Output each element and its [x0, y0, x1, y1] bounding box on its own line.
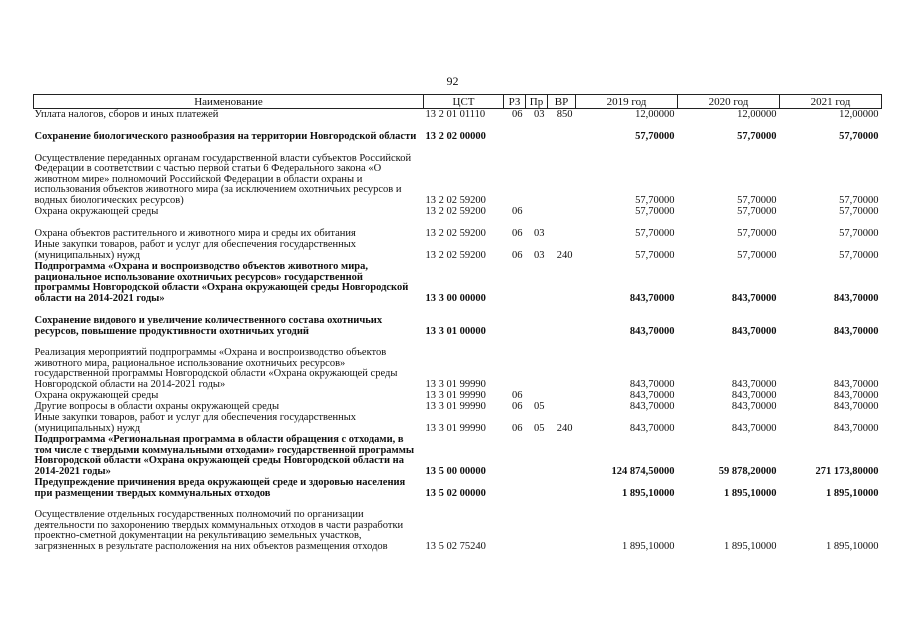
cell-vr: 850 [556, 108, 573, 120]
cell-y2021: 57,70000 [839, 227, 879, 239]
header-2020: 2020 год [678, 95, 780, 109]
cell-y2021: 843,70000 [833, 325, 879, 337]
table-row [34, 412, 882, 434]
cell-name: Осуществление переданных органам государственной власти субъектов Российской Федерации в соответствии с частью первой статьи 6 Федерального закона «О животном мире» полномочий Российской Федерации в области охраны и использования объектов животного мира (за исключением охотничьих ресурсов и водных биологических ресурсов) [34, 152, 412, 206]
cell-pr [526, 120, 548, 142]
header-2019: 2019 год [576, 95, 678, 109]
cell-y2021: 271 173,80000 [815, 465, 879, 477]
table-row [34, 109, 882, 121]
cell-y2021: 57,70000 [839, 130, 879, 142]
cell-y2020: 843,70000 [731, 378, 777, 390]
cell-y2019: 57,70000 [635, 130, 675, 142]
cell-rz: 06 [512, 206, 523, 217]
cell-y2019: 1 895,10000 [622, 540, 675, 552]
cell-y2020: 843,70000 [731, 390, 777, 401]
cell-y2019: 843,70000 [629, 422, 675, 434]
table-row [34, 120, 882, 142]
cell-y2021: 57,70000 [839, 206, 879, 217]
cell-pr [526, 477, 548, 499]
cell-pr: 05 [534, 401, 545, 412]
table-row [34, 390, 882, 401]
cell-y2020: 1 895,10000 [724, 487, 777, 499]
cell-y2020: 57,70000 [737, 194, 777, 206]
cell-y2020: 843,70000 [731, 325, 777, 337]
cell-pr [526, 261, 548, 304]
cell-y2021: 57,70000 [839, 249, 879, 261]
cell-pr [526, 337, 548, 390]
cell-y2021: 12,00000 [839, 108, 879, 120]
table-row [34, 337, 882, 390]
cell-vr [548, 337, 576, 390]
cell-rz: 06 [512, 401, 523, 412]
cell-y2021: 843,70000 [833, 390, 879, 401]
page-number: 92 [446, 74, 459, 88]
header-name: Наименование [34, 95, 424, 109]
cell-rz [504, 142, 526, 206]
cell-vr: 240 [556, 422, 573, 434]
cell-y2020: 843,70000 [731, 401, 777, 412]
cell-rz: 06 [512, 422, 523, 434]
cell-pr [526, 390, 548, 401]
cell-name: Подпрограмма «Охрана и воспроизводство объектов животного мира, рациональное использование охотничьих ресурсов» государственной программы Новгородской области «Охрана окружающей среды Новгородской области на 2014-2021 годы» [34, 261, 409, 304]
table-row [34, 477, 882, 499]
cell-vr [548, 477, 576, 499]
cell-y2019: 843,70000 [629, 292, 675, 304]
budget-table [33, 94, 882, 552]
cell-rz: 06 [512, 108, 523, 120]
cell-vr [548, 390, 576, 401]
cell-y2021: 1 895,10000 [826, 540, 879, 552]
cell-y2019: 843,70000 [629, 390, 675, 401]
cell-vr [548, 217, 576, 239]
cell-y2021: 843,70000 [833, 422, 879, 434]
cell-vr [548, 206, 576, 217]
cell-y2019: 1 895,10000 [622, 487, 675, 499]
cell-vr [548, 304, 576, 337]
cell-rz [504, 499, 526, 552]
cell-cst: 13 3 00 00000 [425, 292, 486, 304]
cell-y2019: 124 874,50000 [611, 465, 675, 477]
cell-y2020: 59 878,20000 [718, 465, 777, 477]
table-row [34, 261, 882, 304]
cell-vr [548, 401, 576, 412]
cell-name: Иные закупки товаров, работ и услуг для обеспечения государственных (муниципальных) нужд [34, 239, 357, 261]
table-row [34, 239, 882, 261]
cell-y2020: 843,70000 [731, 422, 777, 434]
cell-pr: 03 [534, 227, 545, 239]
cell-vr [548, 261, 576, 304]
cell-cst: 13 3 01 99990 [425, 378, 486, 390]
cell-rz: 06 [512, 390, 523, 401]
cell-y2019: 57,70000 [635, 206, 675, 217]
cell-rz [504, 304, 526, 337]
table-row [34, 434, 882, 477]
cell-rz [504, 337, 526, 390]
cell-y2019: 57,70000 [635, 194, 675, 206]
cell-rz [504, 261, 526, 304]
cell-y2020: 1 895,10000 [724, 540, 777, 552]
cell-y2021: 843,70000 [833, 401, 879, 412]
table-row [34, 401, 882, 412]
cell-y2020: 57,70000 [737, 130, 777, 142]
header-pr: Пр [526, 95, 548, 109]
cell-name: Охрана объектов растительного и животного мира и среды их обитания [34, 227, 356, 239]
cell-y2020: 12,00000 [737, 108, 777, 120]
cell-cst: 13 2 02 59200 [425, 227, 486, 239]
cell-vr [548, 434, 576, 477]
cell-cst: 13 3 01 00000 [425, 325, 486, 337]
cell-vr [548, 142, 576, 206]
cell-vr: 240 [556, 249, 573, 261]
cell-name: Сохранение видового и увеличение количественного состава охотничьих ресурсов, повышение продуктивности охотничьих угодий [34, 315, 383, 337]
cell-pr [526, 499, 548, 552]
cell-y2021: 57,70000 [839, 194, 879, 206]
cell-y2019: 57,70000 [635, 227, 675, 239]
cell-y2021: 1 895,10000 [826, 487, 879, 499]
cell-name: Иные закупки товаров, работ и услуг для обеспечения государственных (муниципальных) нужд [34, 412, 357, 434]
cell-name: Сохранение биологического разнообразия на территории Новгородской области [34, 130, 417, 142]
cell-y2021: 843,70000 [833, 378, 879, 390]
cell-name: Охрана окружающей среды [34, 206, 159, 217]
cell-pr [526, 142, 548, 206]
cell-rz [504, 434, 526, 477]
table-row [34, 142, 882, 206]
cell-pr [526, 434, 548, 477]
cell-cst: 13 2 02 59200 [425, 206, 486, 217]
cell-cst: 13 3 01 99990 [425, 422, 486, 434]
cell-y2020: 57,70000 [737, 249, 777, 261]
cell-name: Уплата налогов, сборов и иных платежей [34, 108, 219, 120]
cell-cst: 13 3 01 99990 [425, 401, 486, 412]
header-vr: ВР [548, 95, 576, 109]
table-body [34, 109, 882, 553]
header-cst: ЦСТ [424, 95, 504, 109]
cell-cst: 13 2 01 01110 [425, 108, 486, 120]
cell-y2020: 57,70000 [737, 227, 777, 239]
table-row [34, 499, 882, 552]
cell-rz [504, 120, 526, 142]
cell-cst: 13 2 02 59200 [425, 194, 486, 206]
cell-name: Осуществление отдельных государственных полномочий по организации деятельности по захоронению твердых коммунальных отходов в части разработки проектно-сметной документации на рекультивацию земельных участков, загрязненных в результате расположения на них объектов размещения отходов [34, 509, 404, 552]
cell-y2019: 843,70000 [629, 378, 675, 390]
cell-cst: 13 3 01 99990 [425, 390, 486, 401]
header-2021: 2021 год [780, 95, 882, 109]
cell-pr: 03 [534, 108, 545, 120]
cell-rz [504, 477, 526, 499]
cell-pr: 05 [534, 422, 545, 434]
cell-y2019: 57,70000 [635, 249, 675, 261]
cell-name: Подпрограмма «Региональная программа в области обращения с отходами, в том числе с твердыми коммунальными отходами» государственной программы Новгородской области «Охрана окружающей среды Новгородской области на 2014-2021 годы» [34, 434, 415, 477]
cell-y2021: 843,70000 [833, 292, 879, 304]
cell-pr [526, 304, 548, 337]
cell-name: Реализация мероприятий подпрограммы «Охрана и воспроизводство объектов животного мира, рациональное использование охотничьих ресурсов» государственной программы Новгородской области «Охрана окружающей среды Новгородской области на 2014-2021 годы» [34, 347, 398, 390]
cell-rz: 06 [512, 227, 523, 239]
cell-vr [548, 120, 576, 142]
cell-y2019: 12,00000 [635, 108, 675, 120]
header-rz: РЗ [504, 95, 526, 109]
cell-cst: 13 2 02 00000 [425, 130, 486, 142]
cell-y2019: 843,70000 [629, 401, 675, 412]
cell-pr: 03 [534, 249, 545, 261]
table-row [34, 304, 882, 337]
cell-cst: 13 5 02 75240 [425, 540, 486, 552]
cell-y2019: 843,70000 [629, 325, 675, 337]
table-row [34, 217, 882, 239]
table-row [34, 206, 882, 217]
cell-name: Другие вопросы в области охраны окружающей среды [34, 401, 279, 412]
cell-y2020: 843,70000 [731, 292, 777, 304]
cell-y2020: 57,70000 [737, 206, 777, 217]
cell-name: Предупреждение причинения вреда окружающей среде и здоровью населения при размещении твердых коммунальных отходов [34, 477, 406, 499]
cell-cst: 13 5 00 00000 [425, 465, 486, 477]
cell-name: Охрана окружающей среды [34, 390, 159, 401]
table-header [34, 95, 882, 109]
cell-pr [526, 206, 548, 217]
cell-cst: 13 2 02 59200 [425, 249, 486, 261]
cell-cst: 13 5 02 00000 [425, 487, 486, 499]
cell-rz: 06 [512, 249, 523, 261]
cell-vr [548, 499, 576, 552]
